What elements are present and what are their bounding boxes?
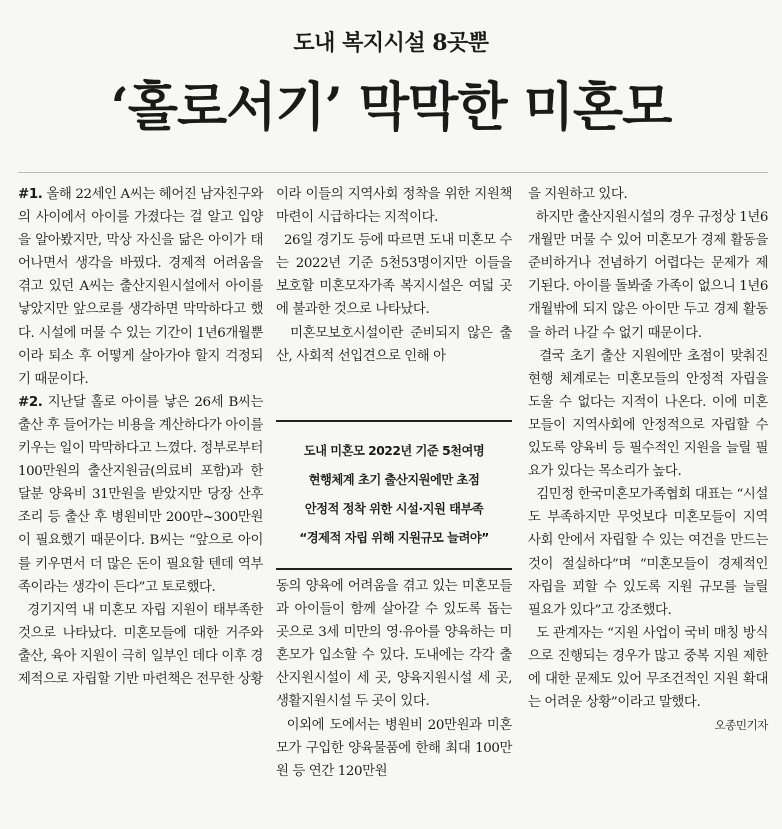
paragraph: [276, 714, 512, 783]
paragraph-text: 하지만 출산지원시설의 경우 규정상 1년6개월만 머물 수 있어 미혼모가 경제 활동을 준비하거나 전념하기 어렵다는 문제가 제기된다. 아이를 돌봐줄 가족이 없으니 1년6개월밖에 되지 않은 아이만 두고 경제 활동을 하러 나갈 수 없기 때문이다.: [528, 210, 768, 341]
paragraph: [528, 483, 768, 622]
paragraph: [18, 599, 263, 691]
paragraph: [528, 345, 768, 484]
paragraph: [528, 622, 768, 737]
case-marker: #2.: [18, 394, 43, 410]
paragraph-text: 26일 경기도 등에 따르면 도내 미혼모 수는 2022년 기준 5천53명이지만 이들을 보호할 미혼모자가족 복지시설은 여덟 곳에 불과한 것으로 나타났다.: [276, 233, 512, 318]
paragraph: 을 지원하고 있다.: [528, 187, 628, 202]
article-column-2-continued: [276, 575, 512, 783]
paragraph: 이라 이들의 지역사회 정착을 위한 지원책 마련이 시급하다는 지적이다.: [276, 187, 512, 226]
paragraph-text: 지난달 홀로 아이를 낳은 26세 B씨는 출산 후 들어가는 비용을 계산하다가 아이를 키우는 일이 막막하다고 느꼈다. 정부로부터 100만원의 출산지원금(의료비 포함)과 한 달분 양육비 31만원을 받았지만 당장 산후조리 등 출산 후 병원비만 200만~300만원이 필요했기 때문이다. B씨는 “앞으로 아이를 키우면서 더 많은 돈이 필요할 텐데 역부족이라는 생각이 든다”고 토로했다.: [18, 394, 263, 595]
paragraph-text: 미혼모보호시설이란 준비되지 않은 출산, 사회적 선입견으로 인해 아: [276, 325, 512, 364]
byline: 오종민기자: [714, 718, 768, 733]
case-marker: #1.: [18, 187, 43, 202]
article-column-2: [276, 183, 512, 368]
pull-quote: [276, 420, 512, 570]
pull-quote-line: 현행체계 초기 출산지원에만 초점: [308, 473, 480, 487]
paragraph-text: 결국 초기 출산 지원에만 초점이 맞춰진 현행 체계로는 미혼모들의 안정적 자립을 도울 수 없다는 지적이 나온다. 이에 미혼모들이 지역사회에 안정적으로 자립할 수 있도록 양육비 등 필수적인 지원을 늘릴 필요가 있다는 목소리가 높다.: [528, 348, 768, 480]
paragraph: [18, 183, 263, 391]
paragraph: 동의 양육에 어려움을 겪고 있는 미혼모들과 아이들이 함께 살아갈 수 있도록 돕는 곳으로 3세 미만의 영·유아를 양육하는 미혼모가 입소할 수 있다. 도내에는 각각 출산지원시설이 세 곳, 양육지원시설 세 곳, 생활지원시설 두 곳이 있다.: [276, 579, 512, 710]
header-divider: [18, 172, 768, 173]
article-column-3: [528, 183, 768, 737]
paragraph: [18, 391, 263, 599]
paragraph: [276, 322, 512, 368]
paragraph-text: 도 관계자는 “지원 사업이 국비 매칭 방식으로 진행되는 경우가 많고 중복 지원 제한에 대한 문제도 있어 무조건적인 지원 확대는 어려운 상황”이라고 말했다.: [528, 625, 768, 711]
paragraph-text: 올해 22세인 A씨는 헤어진 남자친구와의 사이에서 아이를 가졌다는 걸 알고 입양을 알아봤지만, 막상 자신을 닮은 아이가 태어나면서 생각을 바꿨다. 경제적 어려움을 겪고 있던 A씨는 출산지원시설에서 아이를 낳았지만 앞으로를 생각하면 막막하다고 했다. 시설에 머물 수 있는 기간이 1년6개월뿐이라 퇴소 후 어떻게 살아가야 할지 걱정되기 때문이다.: [18, 187, 263, 387]
pull-quote-line: 도내 미혼모 2022년 기준 5천여명: [303, 444, 485, 458]
paragraph: [528, 206, 768, 345]
pull-quote-line: “경제적 자립 위해 지원규모 늘려야”: [299, 531, 489, 545]
paragraph-text: 김민정 한국미혼모가족협회 대표는 “시설도 부족하지만 무엇보다 미혼모들이 지역사회 안에서 자립할 수 있는 여건을 만드는 것이 절실하다”며 “미혼모들이 경제적인 자립을 꾀할 수 있도록 지원 규모를 늘릴 필요가 있다”고 강조했다.: [528, 487, 768, 618]
paragraph-text: 경기지역 내 미혼모 자립 지원이 태부족한 것으로 나타났다. 미혼모들에 대한 거주와 출산, 육아 지원이 극히 일부인 데다 이후 경제적으로 자립할 기반 마련책은 전무한 상황: [18, 602, 264, 687]
pull-quote-line: 안정적 정착 위한 시설·지원 태부족: [304, 502, 484, 516]
paragraph: [276, 229, 512, 321]
article-headline: ‘홀로서기’ 막막한 미혼모: [110, 77, 672, 138]
article-column-1: [18, 183, 263, 691]
paragraph-text: 이외에 도에서는 병원비 20만원과 미혼모가 구입한 양육물품에 한해 최대 100만원 등 연간 120만원: [276, 717, 512, 779]
article-subtitle: 도내 복지시설 8곳뿐: [293, 30, 489, 56]
